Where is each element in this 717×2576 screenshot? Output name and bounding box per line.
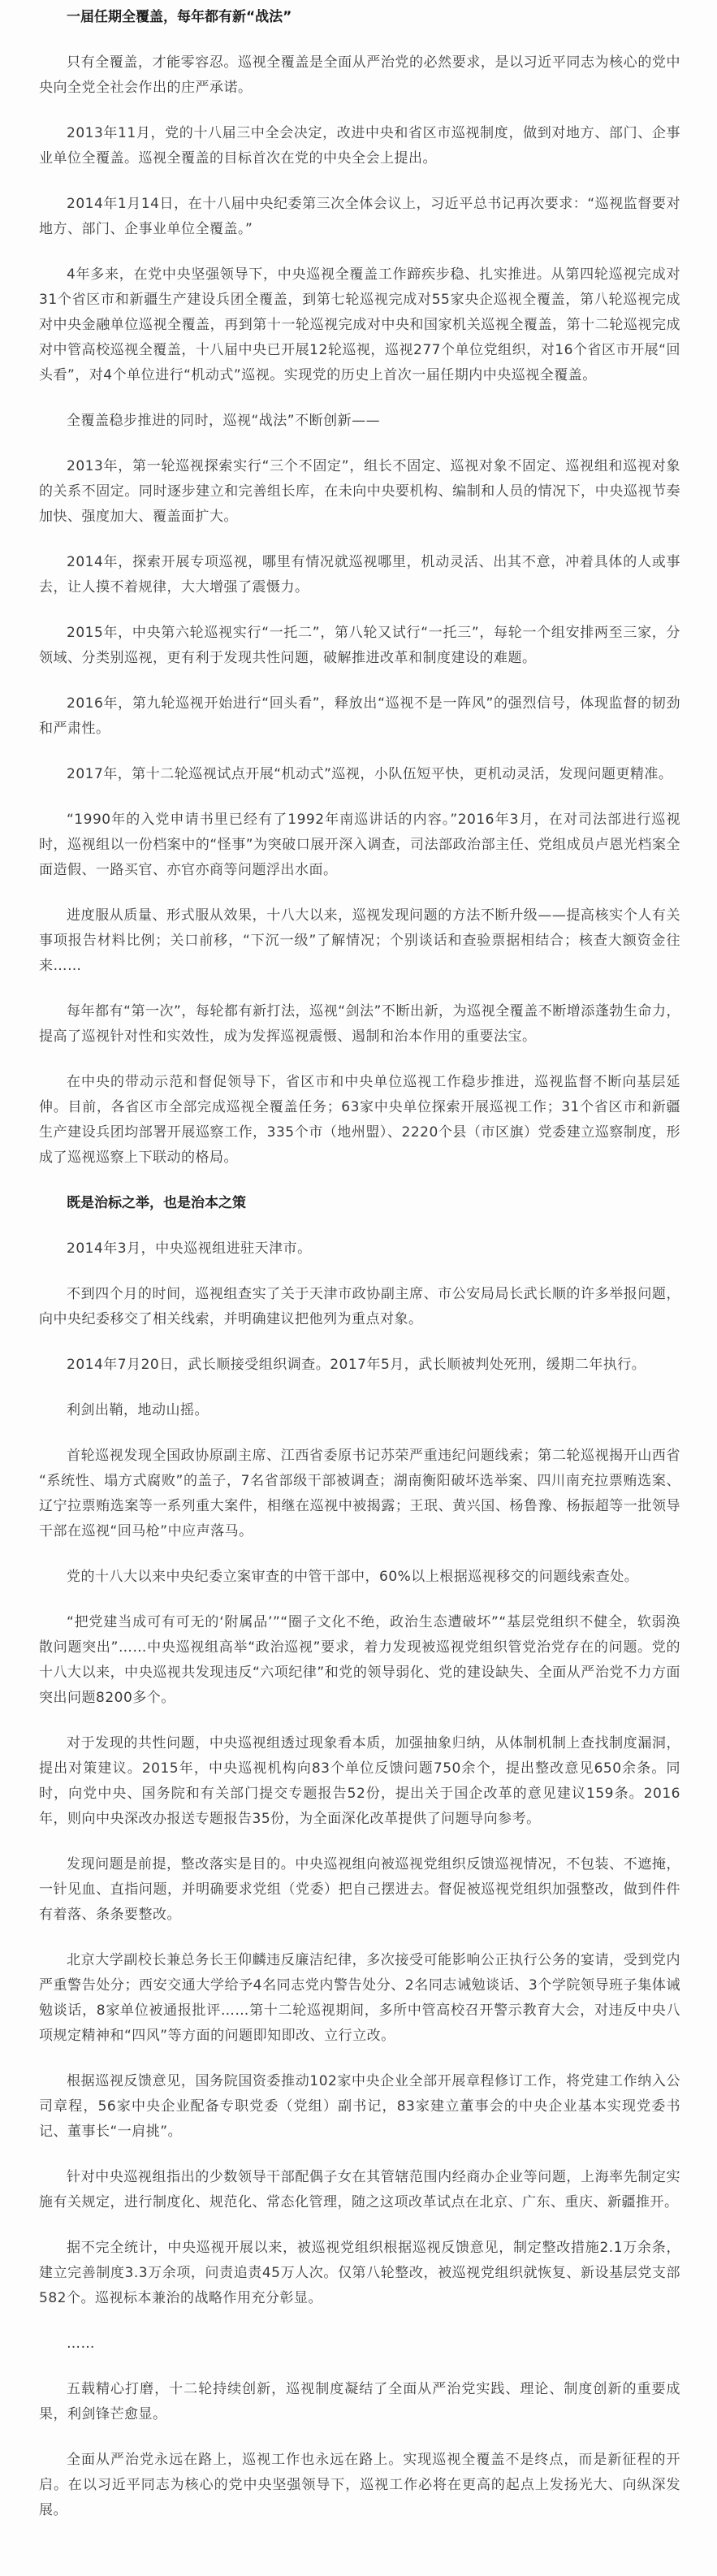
article-paragraph: 只有全覆盖，才能零容忍。巡视全覆盖是全面从严治党的必然要求，是以习近平同志为核心的党中央向全党全社会作出的庄严承诺。 [39,54,680,96]
article-paragraph: 在中央的带动示范和督促领导下，省区市和中央单位巡视工作稳步推进，巡视监督不断向基层延伸。目前，各省区市全部完成巡视全覆盖任务；63家中央单位探索开展巡视工作；31个省区市和新疆生产建设兵团均部署开展巡察工作，335个市（地州盟）、2220个县（市区旗）党委建立巡察制度，形成了巡视巡察上下联动的格局。 [39,1074,680,1166]
article-paragraph: 首轮巡视发现全国政协原副主席、江西省委原书记苏荣严重违纪问题线索；第二轮巡视揭开山西省“系统性、塌方式腐败”的盖子，7名省部级干部被调查；湖南衡阳破坏选举案、四川南充拉票贿选案、辽宁拉票贿选案等一系列重大案件，相继在巡视中被揭露；王珉、黄兴国、杨鲁豫、杨振超等一批领导干部在巡视“回马枪”中应声落马。 [39,1448,680,1539]
article-paragraph: 利剑出鞘，地动山摇。 [67,1402,209,1418]
article-paragraph: 每年都有“第一次”，每轮都有新打法，巡视“剑法”不断出新，为巡视全覆盖不断增添蓬勃生命力，提高了巡视针对性和实效性，成为发挥巡视震慑、遏制和治本作用的重要法宝。 [39,1003,680,1045]
article-paragraph: 2014年7月20日，武长顺接受组织调查。2017年5月，武长顺被判处死刑，缓期二年执行。 [67,1357,646,1373]
article-paragraph: 全面从严治党永远在路上，巡视工作也永远在路上。实现巡视全覆盖不是终点，而是新征程的开启。在以习近平同志为核心的党中央坚强领导下，巡视工作必将在更高的起点上发扬光大、向纵深发展。 [39,2452,680,2518]
section-heading: 一届任期全覆盖，每年都有新“战法” [67,9,292,25]
article-paragraph: 进度服从质量、形式服从效果，十八大以来，巡视发现问题的方法不断升级——提高核实个人有关事项报告材料比例；关口前移，“下沉一级”了解情况；个别谈话和查验票据相结合；核查大额资金往来…… [39,907,680,974]
article-paragraph: 对于发现的共性问题，中央巡视组透过现象看本质，加强抽象归纳，从体制机制上查找制度漏洞，提出对策建议。2015年，中央巡视机构向83个单位反馈问题750余个，提出整改意见650余条。同时，向党中央、国务院和有关部门提交专题报告52份，提出关于国企改革的意见建议159条。2016年，则向中央深改办报送专题报告35份，为全面深化改革提供了问题导向参考。 [39,1735,680,1827]
article-paragraph: 2013年，第一轮巡视探索实行“三个不固定”，组长不固定、巡视对象不固定、巡视组和巡视对象的关系不固定。同时逐步建立和完善组长库，在未向中央要机构、编制和人员的情况下，中央巡视节奏加快、强度加大、覆盖面扩大。 [39,458,680,525]
article-paragraph: 根据巡视反馈意见，国务院国资委推动102家中央企业全部开展章程修订工作，将党建工作纳入公司章程，56家中央企业配备专职党委（党组）副书记，83家建立董事会的中央企业基本实现党委书记、董事长“一肩挑”。 [39,2073,680,2140]
article-paragraph: 不到四个月的时间，巡视组查实了关于天津市政协副主席、市公安局局长武长顺的许多举报问题，向中央纪委移交了相关线索，并明确建议把他列为重点对象。 [39,1286,680,1327]
article-paragraph: 北京大学副校长兼总务长王仰麟违反廉洁纪律，多次接受可能影响公正执行公务的宴请，受到党内严重警告处分；西安交通大学给予4名同志党内警告处分、2名同志诫勉谈话、3个学院领导班子集体诫勉谈话，8家单位被通报批评……第十二轮巡视期间，多所中管高校召开警示教育大会，对违反中央八项规定精神和“四风”等方面的问题即知即改、立行立改。 [39,1952,680,2044]
article-paragraph: 2014年1月14日，在十八届中央纪委第三次全体会议上，习近平总书记再次要求：“巡视监督要对地方、部门、企事业单位全覆盖。” [39,196,680,237]
article-paragraph: …… [67,2336,95,2352]
article-paragraph: “把党建当成可有可无的‘附属品’”“圈子文化不绝，政治生态遭破坏”“基层党组织不健全，软弱涣散问题突出”……中央巡视组高举“政治巡视”要求，着力发现被巡视党组织管党治党存在的问题。党的十八大以来，中央巡视共发现违反“六项纪律”和党的领导弱化、党的建设缺失、全面从严治党不力方面突出问题8200多个。 [39,1614,680,1706]
article-paragraph: 4年多来，在党中央坚强领导下，中央巡视全覆盖工作蹄疾步稳、扎实推进。从第四轮巡视完成对31个省区市和新疆生产建设兵团全覆盖，到第七轮巡视完成对55家央企巡视全覆盖，第八轮巡视完成对中央金融单位巡视全覆盖，再到第十一轮巡视完成对中央和国家机关巡视全覆盖，第十二轮巡视完成对中管高校巡视全覆盖，十八届中央已开展12轮巡视，巡视277个单位党组织，对16个省区市开展“回头看”，对4个单位进行“机动式”巡视。实现党的历史上首次一届任期内中央巡视全覆盖。 [39,266,680,383]
article-paragraph: 2016年，第九轮巡视开始进行“回头看”，释放出“巡视不是一阵风”的强烈信号，体现监督的韧劲和严肃性。 [39,695,680,737]
article-paragraph: 2017年，第十二轮巡视试点开展“机动式”巡视，小队伍短平快，更机动灵活，发现问题更精准。 [67,766,673,782]
article-paragraph: 据不完全统计，中央巡视开展以来，被巡视党组织根据巡视反馈意见，制定整改措施2.1万余条，建立完善制度3.3万余项，问责追责45万人次。仅第八轮整改，被巡视党组织就恢复、新设基层党支部582个。巡视标本兼治的战略作用充分彰显。 [39,2240,680,2306]
section-heading: 既是治标之举，也是治本之策 [67,1195,246,1211]
article-paragraph: 党的十八大以来中央纪委立案审查的中管干部中，60%以上根据巡视移交的问题线索查处。 [67,1569,639,1585]
article-paragraph: 2013年11月，党的十八届三中全会决定，改进中央和省区市巡视制度，做到对地方、部门、企事业单位全覆盖。巡视全覆盖的目标首次在党的中央全会上提出。 [39,125,680,167]
article-paragraph: 全覆盖稳步推进的同时，巡视“战法”不断创新—— [67,413,381,429]
article-paragraph: “1990年的入党申请书里已经有了1992年南巡讲话的内容。”2016年3月，在对司法部进行巡视时，巡视组以一份档案中的“怪事”为突破口展开深入调查，司法部政治部主任、党组成员卢恩光档案全面造假、一路买官、亦官亦商等问题浮出水面。 [39,812,680,878]
article-paragraph: 2014年3月，中央巡视组进驻天津市。 [67,1240,312,1257]
article-paragraph: 2015年，中央第六轮巡视实行“一托二”，第八轮又试行“一托三”，每轮一个组安排两至三家，分领域、分类别巡视，更有利于发现共性问题，破解推进改革和制度建设的难题。 [39,625,680,666]
article-paragraph: 五载精心打磨，十二轮持续创新，巡视制度凝结了全面从严治党实践、理论、制度创新的重要成果，利剑锋芒愈显。 [39,2381,680,2422]
article-paragraph: 2014年，探索开展专项巡视，哪里有情况就巡视哪里，机动灵活、出其不意，冲着具体的人或事去，让人摸不着规律，大大增强了震慑力。 [39,554,680,595]
article-paragraph: 针对中央巡视组指出的少数领导干部配偶子女在其管辖范围内经商办企业等问题，上海率先制定实施有关规定，进行制度化、规范化、常态化管理，随之这项改革试点在北京、广东、重庆、新疆推开。 [39,2169,680,2210]
article-paragraph: 发现问题是前提，整改落实是目的。中央巡视组向被巡视党组织反馈巡视情况，不包装、不遮掩，一针见血、直指问题，并明确要求党组（党委）把自己摆进去。督促被巡视党组织加强整改，做到件件有着落、条条要整改。 [39,1856,680,1923]
